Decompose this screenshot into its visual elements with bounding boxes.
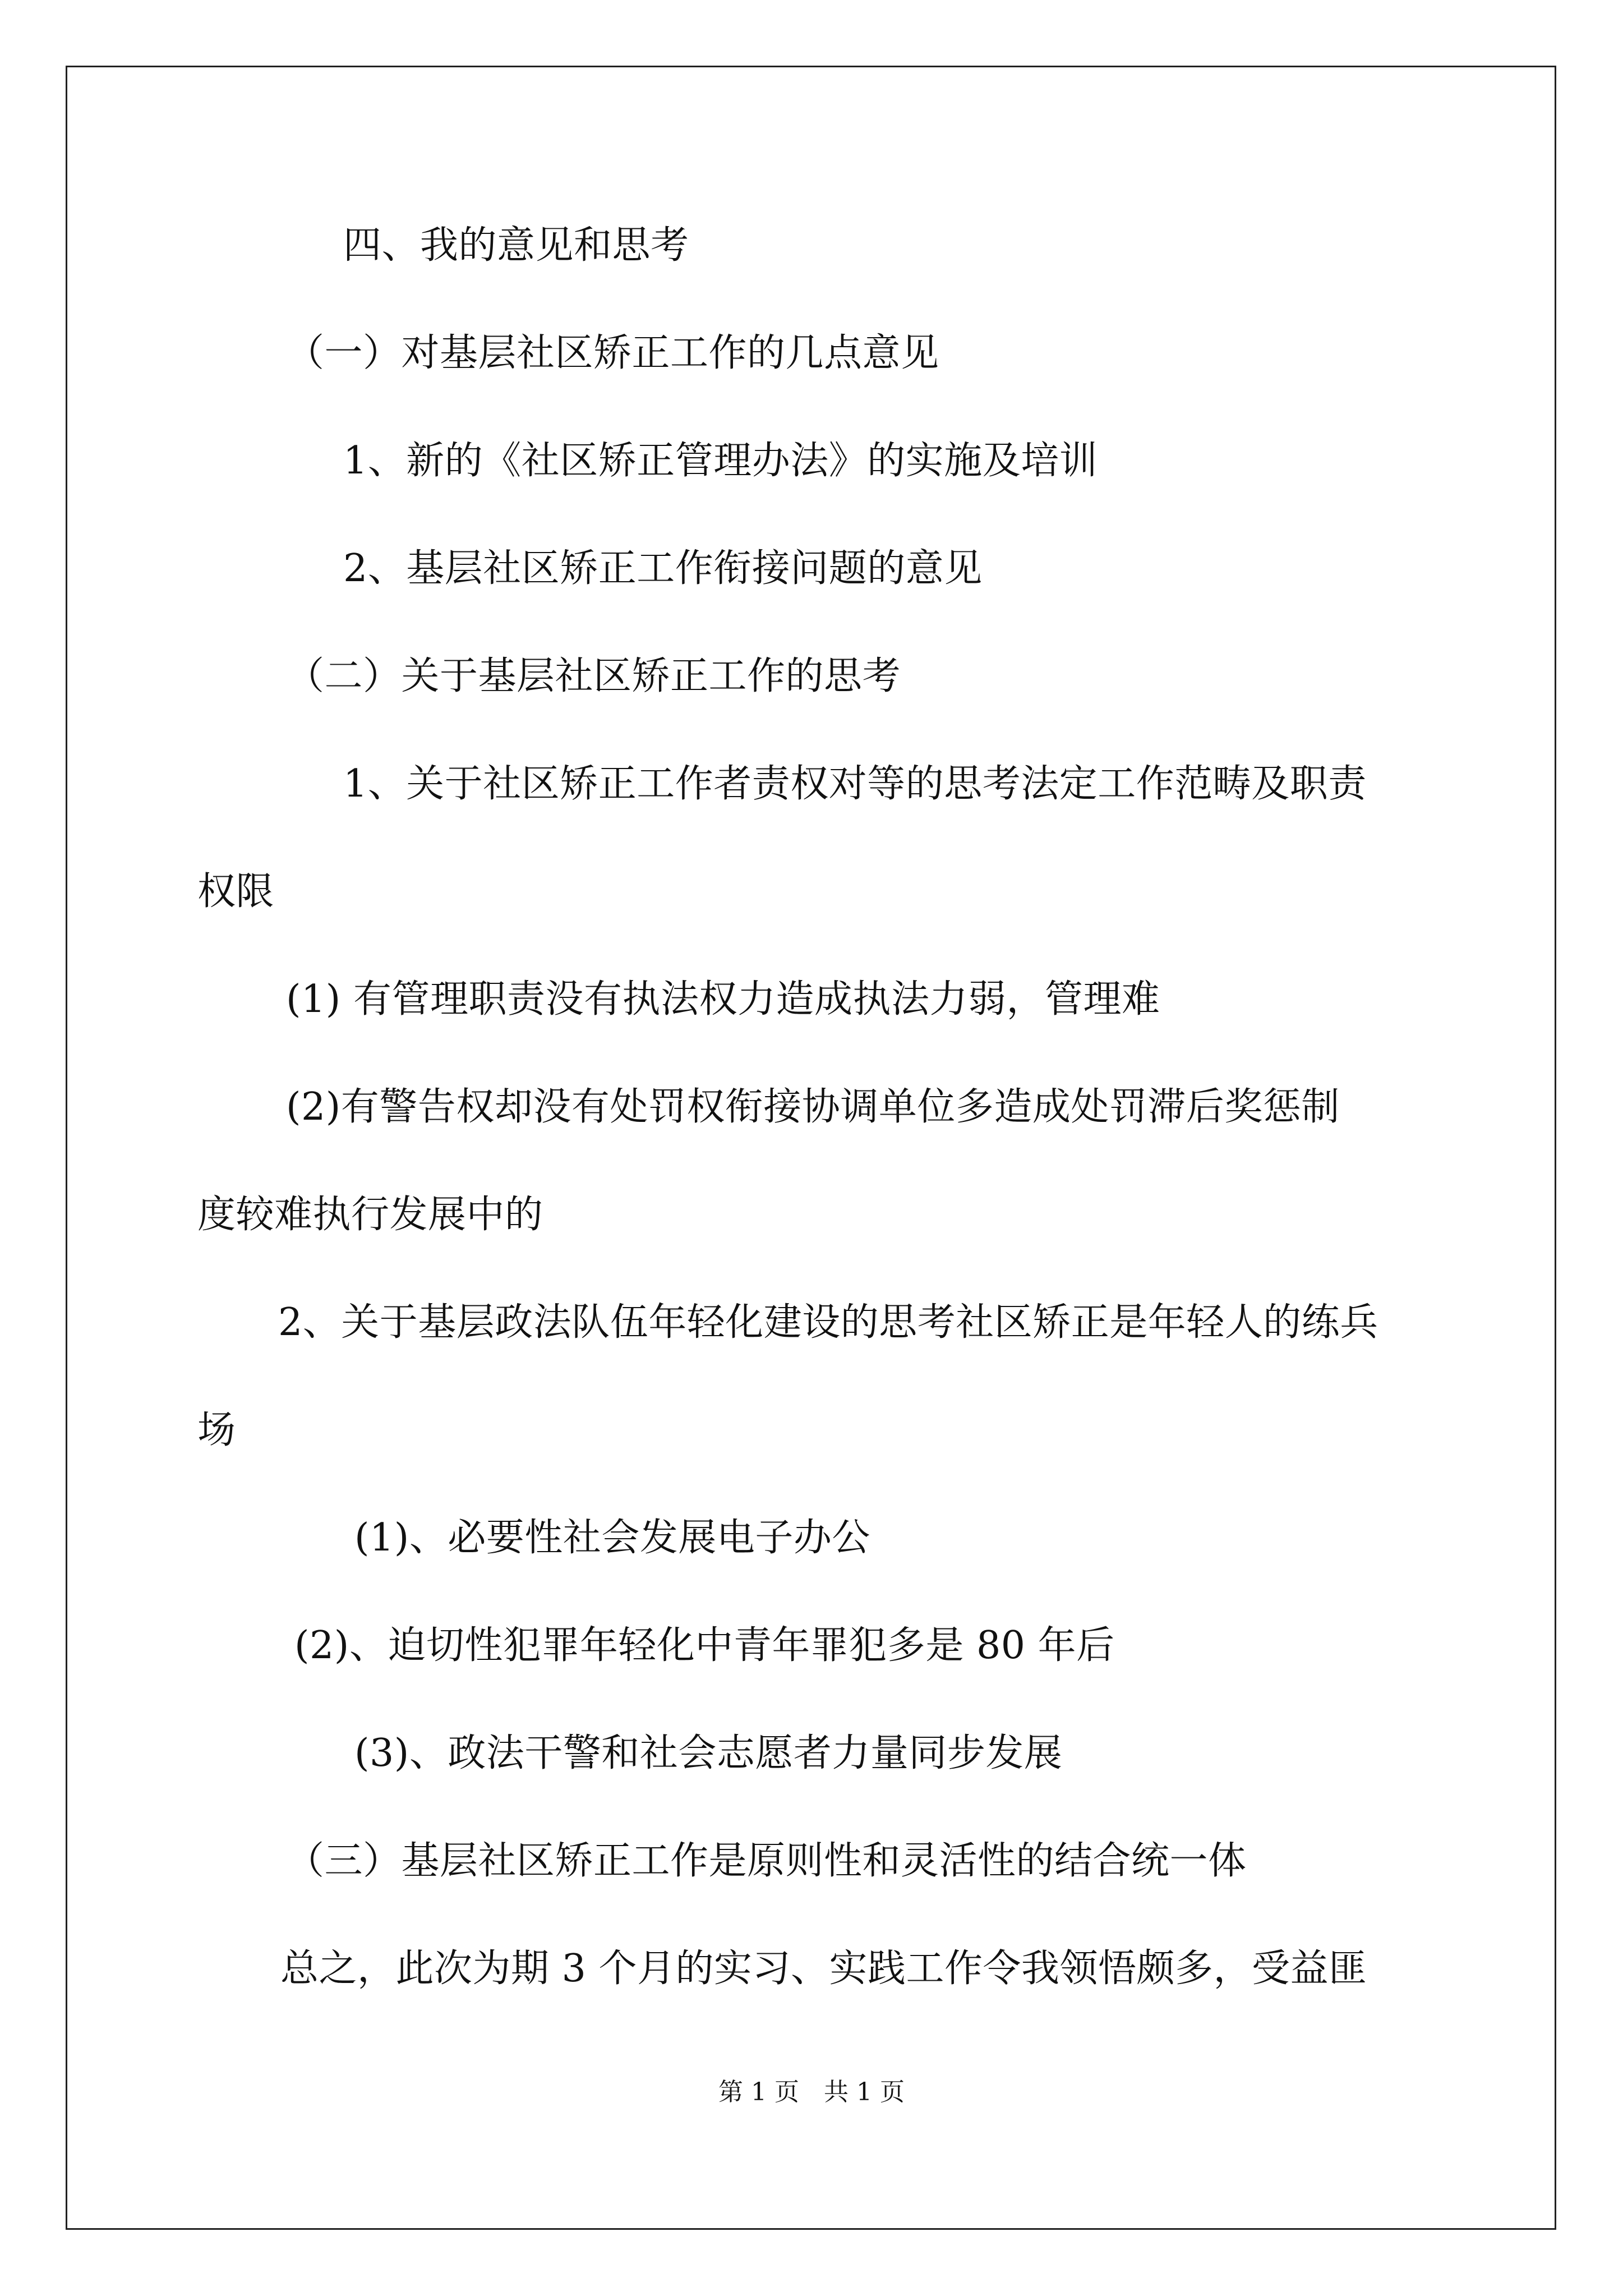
paragraph-line: (2)有警告权却没有处罚权衔接协调单位多造成处罚滞后奖惩制 (286, 1085, 1340, 1129)
page-border (66, 66, 1556, 2230)
list-item: (3)、政法干警和社会志愿者力量同步发展 (354, 1731, 1063, 1775)
list-item: (1) 有管理职责没有执法权力造成执法力弱，管理难 (286, 977, 1160, 1022)
list-item: 2、基层社区矫正工作衔接问题的意见 (343, 546, 983, 591)
paragraph-line: 权限 (197, 869, 275, 914)
list-item: (1)、必要性社会发展电子办公 (354, 1516, 870, 1560)
subsection-heading: （一）对基层社区矫正工作的几点意见 (286, 331, 939, 375)
subsection-heading: （三）基层社区矫正工作是原则性和灵活性的结合统一体 (286, 1839, 1247, 1883)
section-heading: 四、我的意见和思考 (343, 223, 689, 268)
paragraph-line: 度较难执行发展中的 (197, 1193, 543, 1237)
paragraph-line: 2、关于基层政法队伍年轻化建设的思考社区矫正是年轻人的练兵 (278, 1300, 1378, 1345)
paragraph-line: 1、关于社区矫正工作者责权对等的思考法定工作范畴及职责 (343, 762, 1367, 806)
paragraph-line: 场 (197, 1408, 236, 1452)
subsection-heading: （二）关于基层社区矫正工作的思考 (286, 654, 901, 698)
list-item: 1、新的《社区矫正管理办法》的实施及培训 (343, 439, 1098, 483)
paragraph-line: 总之，此次为期 3 个月的实习、实践工作令我领悟颇多，受益匪 (280, 1947, 1367, 1991)
list-item: (2)、迫切性犯罪年轻化中青年罪犯多是 80 年后 (294, 1623, 1115, 1668)
page-number: 第 1 页 共 1 页 (718, 2078, 905, 2106)
